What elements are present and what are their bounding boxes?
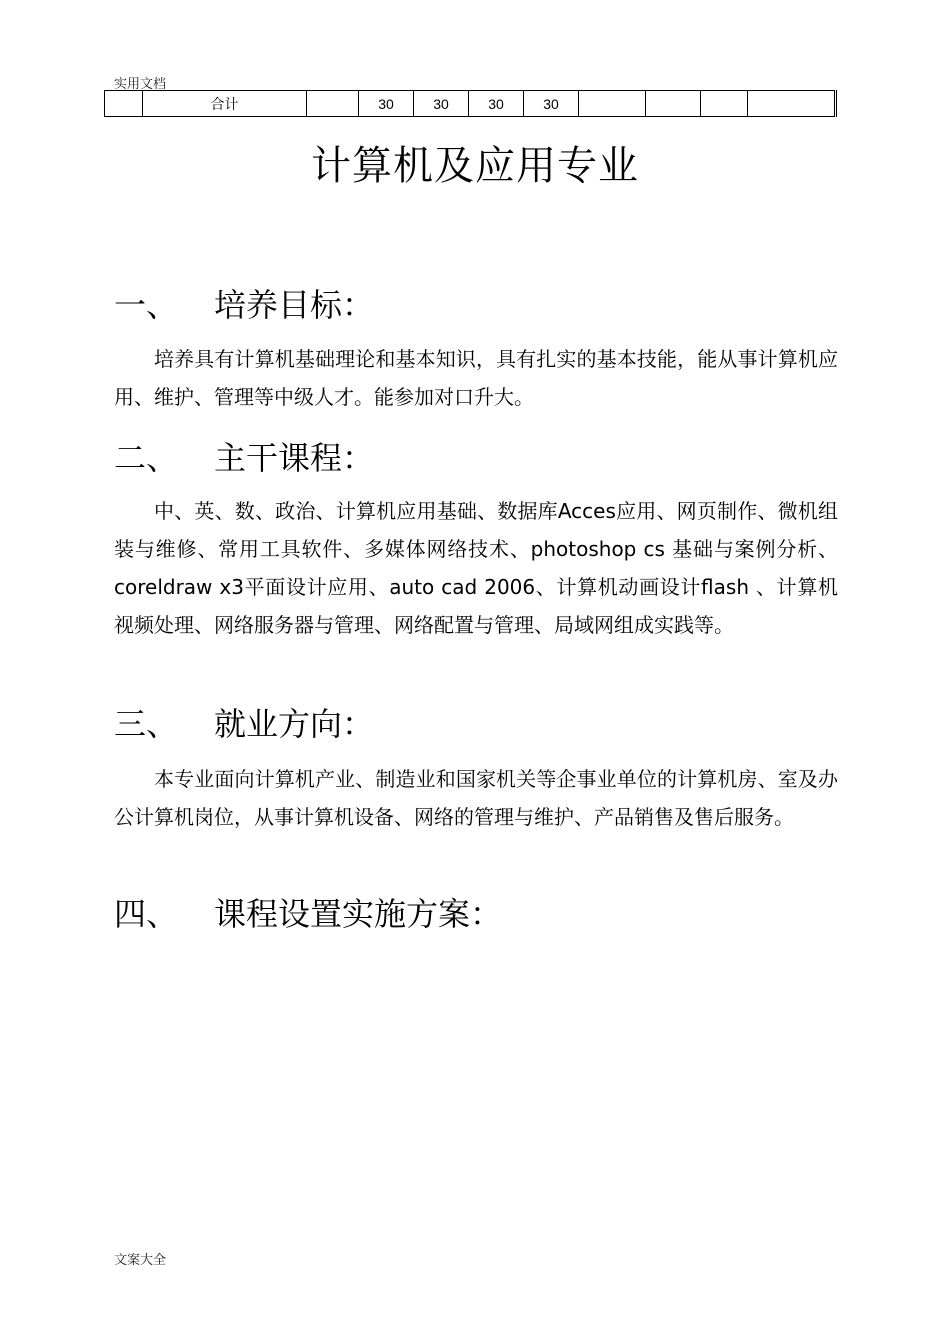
section-heading-employment — [114, 699, 374, 745]
table-cell — [307, 91, 359, 117]
section-heading-goals — [114, 280, 374, 326]
table-row — [105, 91, 836, 117]
table-cell: 30 — [359, 91, 414, 117]
section-number: 二、 — [114, 439, 179, 477]
table-cell-empty — [105, 91, 143, 117]
table-cell — [646, 91, 701, 117]
section-paragraph-courses: 中、英、数、政治、计算机应用基础、数据库Acces应用、网页制作、微机组装与维修、常用工具软件、多媒体网络技术、photoshop cs 基础与案例分析、coreldraw x3平面设计应用、auto cad 2006、计算机动画设计flash 、计算机视频处理、网络服务器与管理、网络配置与管理、局域网组成实践等。 — [114, 499, 838, 637]
page-header: 实用文档 — [114, 77, 167, 92]
section-heading-plan — [114, 889, 502, 935]
section-number: 三、 — [114, 705, 179, 743]
section-number: 一、 — [114, 286, 179, 324]
table-cell: 30 — [524, 91, 579, 117]
section-paragraph-goals: 培养具有计算机基础理论和基本知识，具有扎实的基本技能，能从事计算机应用、维护、管理等中级人才。能参加对口升大。 — [114, 347, 838, 409]
table-cell — [701, 91, 748, 117]
total-table — [104, 90, 837, 117]
section-title: 就业方向： — [214, 705, 375, 743]
table-cell: 30 — [469, 91, 524, 117]
total-label-cell: 合计 — [143, 91, 307, 117]
section-heading-courses — [114, 433, 374, 479]
section-title: 课程设置实施方案： — [214, 895, 503, 933]
section-number: 四、 — [114, 895, 179, 933]
section-title: 培养目标： — [214, 286, 375, 324]
section-title: 主干课程： — [214, 439, 375, 477]
table-cell: 30 — [414, 91, 469, 117]
section-paragraph-employment: 本专业面向计算机产业、制造业和国家机关等企事业单位的计算机房、室及办公计算机岗位，从事计算机设备、网络的管理与维护、产品销售及售后服务。 — [114, 767, 838, 829]
table-cell — [579, 91, 646, 117]
page-footer: 文案大全 — [114, 1253, 167, 1268]
table-cell — [748, 91, 836, 117]
page-title: 计算机及应用专业 — [311, 143, 639, 189]
